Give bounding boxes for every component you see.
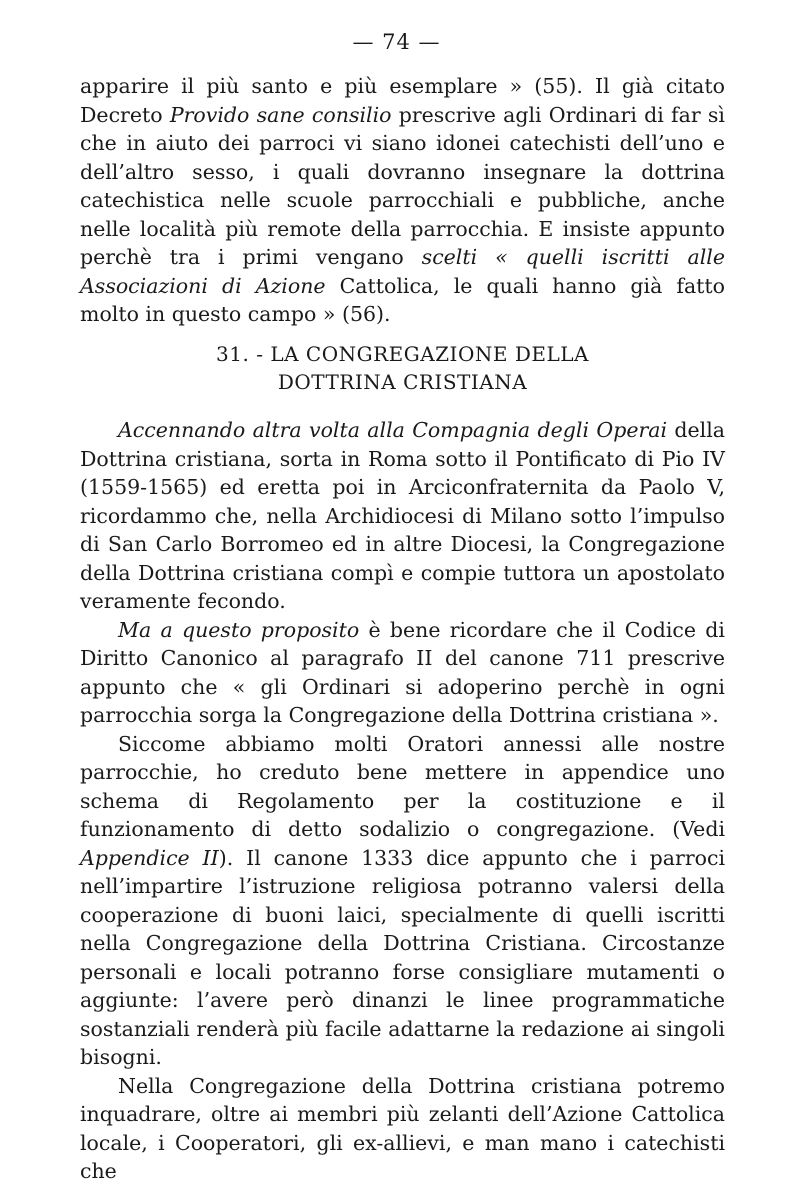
paragraph-text: Nella Congregazione della Dottrina cristiana potremo inquadrare, oltre ai membri più zelanti dell’Azione Cattolica locale, i Cooperatori, gli ex-allievi, e man mano i catechisti che [80, 1073, 725, 1183]
paragraph-text: ). Il canone 1333 dice appunto che i parroci nell’impartire l’istruzione religiosa potranno valersi della cooperazione di buoni laici, specialmente di quelli iscritti nella Congregazione della Dottrina Cristiana. Circostanze personali e locali potranno forse consigliare mutamenti o aggiunte: l’avere però dinanzi le linee programmatiche sostanziali renderà più facile adattarne la redazione ai singoli bisogni. [80, 845, 726, 1069]
section-heading-line2: DOTTRINA CRISTIANA [277, 370, 528, 394]
intro-text [80, 72, 725, 329]
body-paragraph-1 [80, 416, 725, 616]
paragraph-text: è bene ricordare che il Codice di Diritto Canonico al paragrafo II del canone 711 prescrive appunto che « gli Ordinari si adoperino perchè in ogni parrocchia sorga la Congregazione della Dottrina cristiana ». [80, 617, 725, 727]
section-body [80, 416, 725, 1186]
paragraph-text: della Dottrina cristiana, sorta in Roma sotto il Pontificato di Pio IV (1559-1565) ed eretta poi in Arciconfraternita da Paolo V, ricordammo che, nella Archidiocesi di Milano sotto l’impulso di San Carlo Borromeo ed in altre Diocesi, la Congregazione della Dottrina cristiana compì e compie tuttora un apostolato veramente fecondo. [80, 418, 725, 613]
intro-text-part: Cattolica, le quali hanno già fatto molto in questo campo » (56). [80, 273, 725, 326]
decree-title: Provido sane consilio [169, 102, 392, 127]
paragraph-lead-italic: Accennando altra volta alla Compagnia degli Operai [118, 418, 668, 442]
paragraph-text: Siccome abbiamo molti Oratori annessi alle nostre parrocchie, ho creduto bene mettere in appendice uno schema di Regolamento per la costituzione e il funzionamento di detto sodalizio o congregazione. (Vedi [80, 731, 725, 841]
body-paragraph-3 [80, 730, 725, 1072]
appendix-reference: Appendice II [80, 845, 219, 870]
intro-text-part: apparire il più santo e più esemplare » (55). Il già citato Decreto [80, 74, 725, 127]
intro-quote-italic: scelti « quelli iscritti alle Associazioni di Azione [80, 245, 725, 298]
intro-paragraph [80, 72, 725, 329]
section-heading [80, 340, 725, 396]
body-paragraph-4 [80, 1072, 725, 1186]
paragraph-lead-italic: Ma a questo proposito [118, 617, 360, 642]
intro-text-part: prescrive agli Ordinari di far sì che in aiuto dei parroci vi siano idonei catechisti dell’uno e dell’altro sesso, i quali dovranno insegnare la dottrina catechistica nelle scuole parrocchiali e pubbliche, anche nelle località più remote della parrocchia. E insiste appunto perchè tra i primi vengano [80, 102, 725, 269]
section-heading-line1: 31. - LA CONGREGAZIONE DELLA [216, 342, 589, 366]
body-paragraph-2 [80, 616, 725, 730]
page-number: — 74 — [352, 30, 441, 54]
